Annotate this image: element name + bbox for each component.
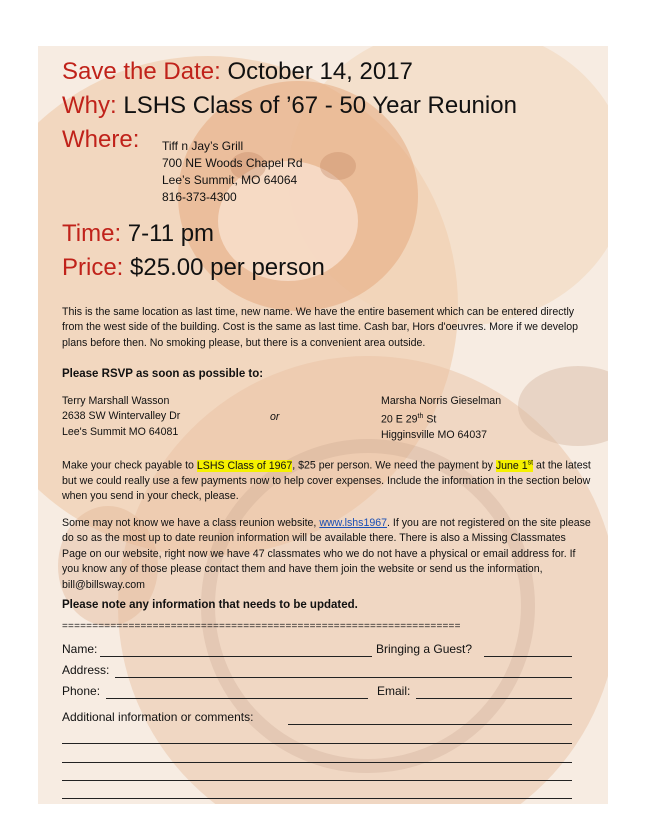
website-text-1: Some may not know we have a class reunion website, <box>62 517 320 529</box>
contact-2-street <box>381 409 501 428</box>
address-field-line[interactable] <box>115 677 572 678</box>
flyer-page <box>38 46 608 804</box>
comments-field-line-4[interactable] <box>62 780 572 781</box>
where-line <box>62 126 139 154</box>
contact-1-street: 2638 SW Wintervalley Dr <box>62 410 181 423</box>
name-label: Name: <box>62 642 98 656</box>
time-line <box>62 220 214 248</box>
website-text-2: . If you are not registered on the site please do so as the most up to date reunion information will be available there. There is also a Missing Classmates Page on our website, right now we have 47 classmates who we do not have a physical or email address for. If you know any of those please contact them and have them join the website or send us the information, bill@billsway.com <box>62 517 591 591</box>
email-label: Email: <box>377 684 411 698</box>
name-field-line[interactable] <box>100 656 372 657</box>
payment-text-1: Make your check payable to <box>62 459 197 472</box>
rsvp-contact-1 <box>62 394 180 440</box>
event-date: October 14, 2017 <box>227 58 413 85</box>
rsvp-contact-2 <box>381 394 501 444</box>
contact-1-name: Terry Marshall Wasson <box>62 395 170 407</box>
contact-1-city: Lee's Summit MO 64081 <box>62 425 179 438</box>
contact-2-street-number: 20 E 29 <box>381 413 418 426</box>
email-field-line[interactable] <box>416 698 572 699</box>
contact-2-city: Higginsville MO 64037 <box>381 429 487 442</box>
where-label: Where: <box>62 126 140 153</box>
due-date: June 1 <box>495 459 528 472</box>
payment-text-3: at the latest but we could really use a few payments now to help cover expenses. Include the information in the section below when you send in your check, please. <box>62 459 591 503</box>
venue-name: Tiff n Jay’s Grill <box>162 139 244 153</box>
website-link[interactable]: www.lshs1967 <box>319 517 388 529</box>
venue-city: Lee’s Summit, MO 64064 <box>162 173 298 187</box>
comments-field-line-3[interactable] <box>62 762 572 763</box>
address-label: Address: <box>62 663 110 677</box>
phone-field-line[interactable] <box>106 698 368 699</box>
why-line <box>62 92 517 120</box>
payee-highlight: LSHS Class of 1967 <box>196 459 293 472</box>
comments-field-line-1[interactable] <box>288 724 572 725</box>
price-line <box>62 254 325 282</box>
payment-paragraph <box>62 455 592 505</box>
price-label: Price: <box>62 254 124 281</box>
contact-2-street-name: St <box>423 413 437 426</box>
phone-label: Phone: <box>62 684 101 698</box>
time-label: Time: <box>62 220 122 247</box>
due-date-suffix: st <box>527 459 534 466</box>
rsvp-heading: Please RSVP as soon as possible to: <box>62 368 264 380</box>
venue-phone: 816-373-4300 <box>162 190 237 204</box>
website-paragraph <box>62 516 592 593</box>
contact-2-street-suffix: th <box>417 413 424 421</box>
venue-address <box>162 138 303 206</box>
payment-text-2: , $25 per person. We need the payment by <box>292 459 496 472</box>
comments-field-line-2[interactable] <box>62 743 572 744</box>
venue-street: 700 NE Woods Chapel Rd <box>162 156 303 170</box>
event-time: 7-11 pm <box>127 220 215 247</box>
update-heading: Please note any information that needs to be updated. <box>62 599 358 611</box>
comments-field-line-5[interactable] <box>62 798 572 799</box>
guest-field-line[interactable] <box>484 656 572 657</box>
intro-paragraph: This is the same location as last time, new name. We have the entire basement which can be entered directly from the west side of the building. Cost is the same as last time. Cash bar, Hors d'oeuvres. More if we develop plans before then. No smoking please, but there is a convenient area outside. <box>62 306 579 349</box>
why-label: Why: <box>62 92 117 119</box>
event-price: $25.00 per person <box>130 254 325 281</box>
due-date-highlight <box>496 460 533 472</box>
contact-2-name: Marsha Norris Gieselman <box>381 395 502 407</box>
guest-label: Bringing a Guest? <box>376 642 473 656</box>
save-the-date-line <box>62 58 413 86</box>
save-the-date-label: Save the Date: <box>62 58 221 85</box>
form-divider: ================================================================== <box>62 621 461 632</box>
comments-label: Additional information or comments: <box>62 710 254 724</box>
rsvp-or: or <box>270 411 280 423</box>
event-purpose: LSHS Class of ’67 - 50 Year Reunion <box>123 92 517 119</box>
